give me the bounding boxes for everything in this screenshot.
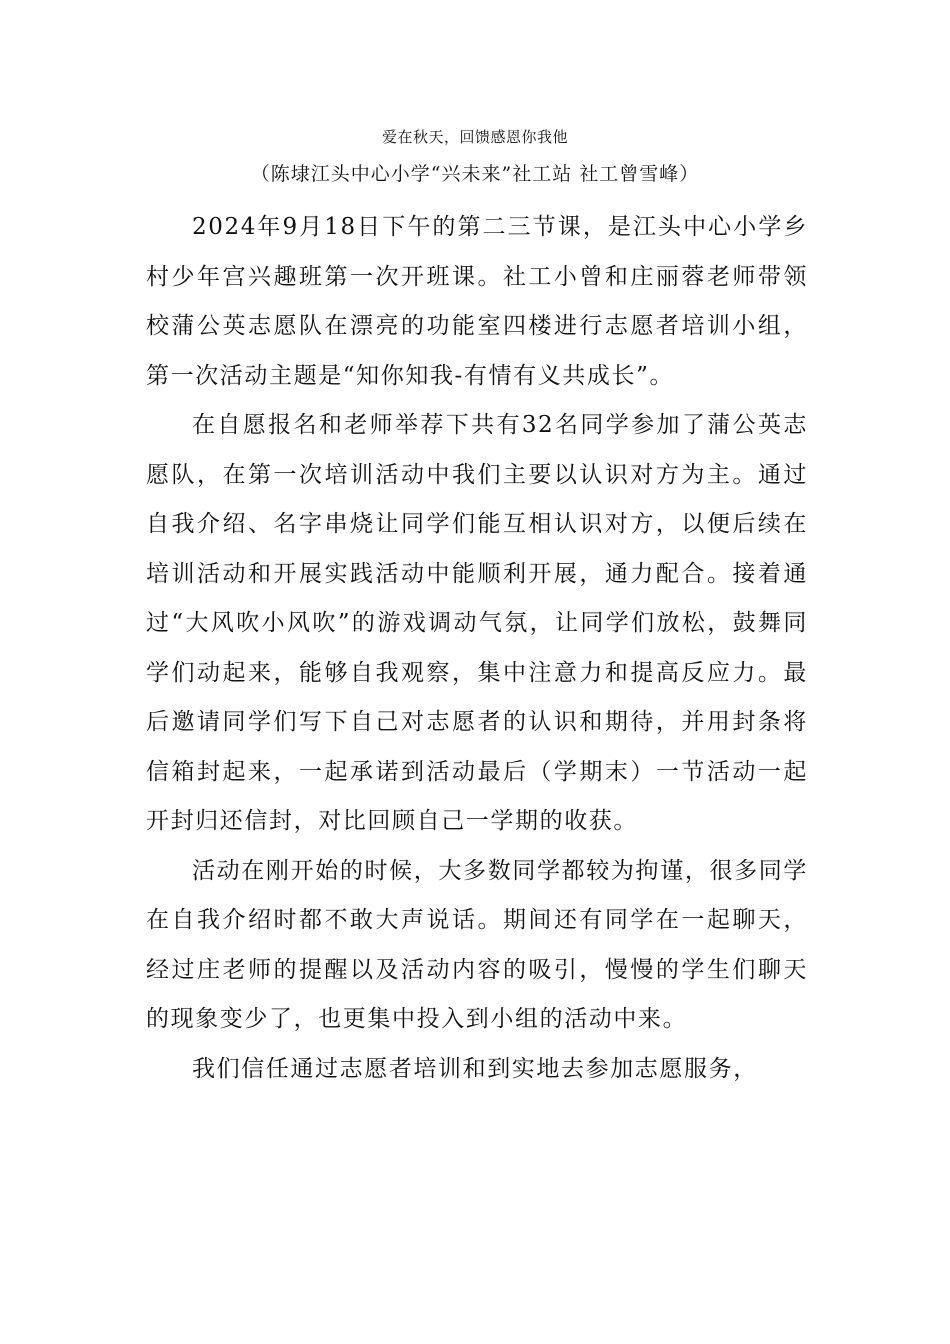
paragraph-1: 2024年9月18日下午的第二三节课，是江头中心小学乡村少年宫兴趣班第一次开班课。社工小曾和庄丽蓉老师带领校蒲公英志愿队在漂亮的功能室四楼进行志愿者培训小组，第一次活动主题是“知你知我-有情有义共成长”。	[146, 214, 808, 389]
document-subtitle: （陈埭江头中心小学“兴未来”社工站 社工曾雪峰）	[250, 163, 700, 185]
paragraph-2: 在自愿报名和老师举荐下共有32名同学参加了蒲公英志愿队，在第一次培训活动中我们主要以认识对方为主。通过自我介绍、名字串烧让同学们能互相认识对方，以便后续在培训活动和开展实践活动中能顺利开展，通力配合。接着通过“大风吹小风吹”的游戏调动气氛，让同学们放松，鼓舞同学们动起来，能够自我观察，集中注意力和提高反应力。最后邀请同学们写下自己对志愿者的认识和期待，并用封条将信箱封起来，一起承诺到活动最后（学期末）一节活动一起开封归还信封，对比回顾自己一学期的收获。	[146, 412, 808, 834]
document-title: 爱在秋天，回馈感恩你我他	[381, 128, 568, 146]
paragraph-4: 我们信任通过志愿者培训和到实地去参加志愿服务，	[192, 1055, 758, 1082]
document-body	[146, 203, 808, 1094]
paragraph-3: 活动在刚开始的时候，大多数同学都较为拘谨，很多同学在自我介绍时都不敢大声说话。期间还有同学在一起聊天，经过庄老师的提醒以及活动内容的吸引，慢慢的学生们聊天的现象变少了，也更集中投入到小组的活动中来。	[146, 857, 808, 1032]
